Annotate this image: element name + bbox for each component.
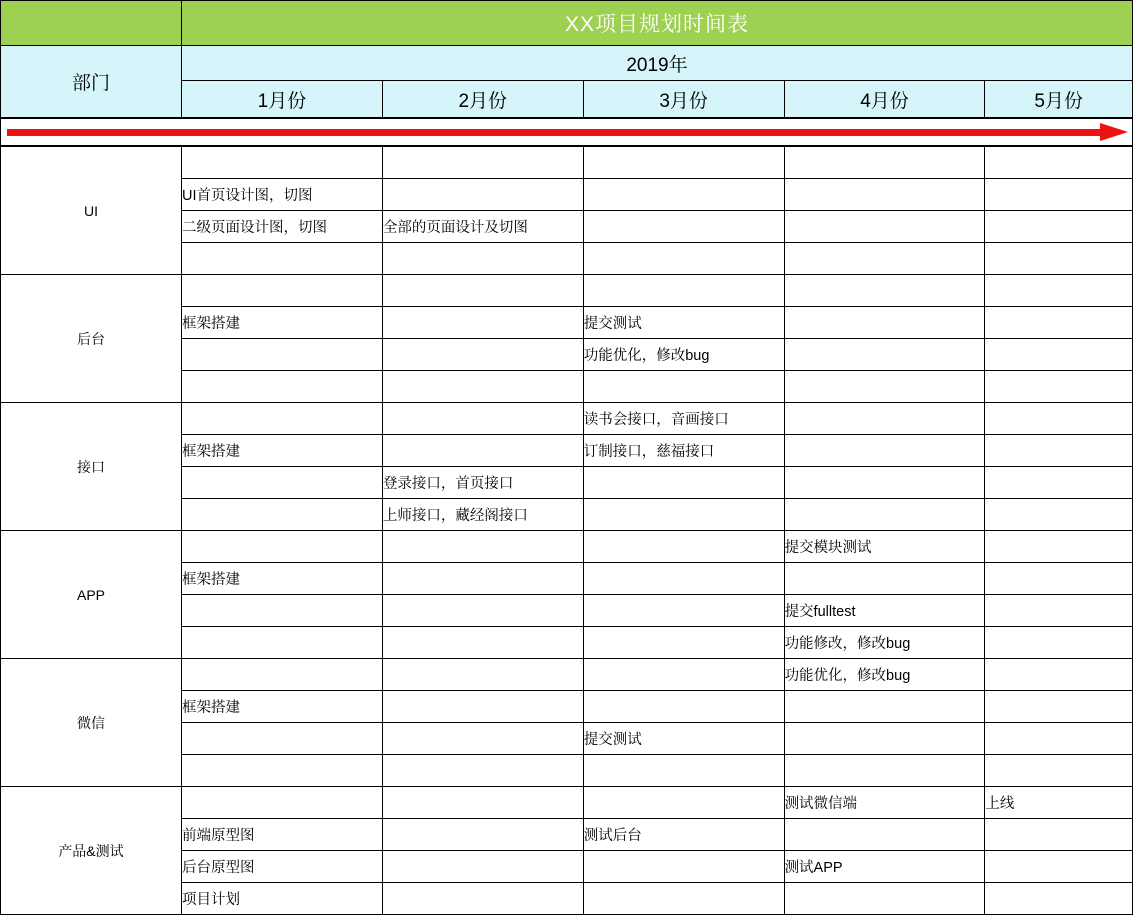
dept-cell-3: APP xyxy=(1,531,182,659)
task-cell[interactable]: 二级页面设计图，切图 xyxy=(181,211,382,243)
task-cell[interactable] xyxy=(784,275,985,307)
task-cell[interactable] xyxy=(985,499,1133,531)
title-spacer xyxy=(1,1,182,46)
arrow-head-icon xyxy=(1100,123,1128,141)
title-row xyxy=(1,1,1133,46)
task-cell[interactable] xyxy=(985,211,1133,243)
task-cell[interactable] xyxy=(181,755,382,787)
task-cell[interactable] xyxy=(583,467,784,499)
task-cell[interactable] xyxy=(382,563,583,595)
task-cell[interactable] xyxy=(784,723,985,755)
task-cell[interactable] xyxy=(382,371,583,403)
task-cell[interactable]: 测试后台 xyxy=(583,819,784,851)
task-cell[interactable] xyxy=(985,339,1133,371)
task-cell[interactable] xyxy=(382,531,583,563)
task-cell[interactable]: 全部的页面设计及切图 xyxy=(382,211,583,243)
task-cell[interactable]: 测试微信端 xyxy=(784,787,985,819)
task-cell[interactable]: 后台原型图 xyxy=(181,851,382,883)
task-cell[interactable]: 测试APP xyxy=(784,851,985,883)
task-cell[interactable] xyxy=(382,755,583,787)
task-cell[interactable] xyxy=(382,243,583,275)
task-cell[interactable]: 提交模块测试 xyxy=(784,531,985,563)
task-cell[interactable] xyxy=(583,883,784,915)
task-cell[interactable] xyxy=(382,403,583,435)
task-cell[interactable]: 登录接口，首页接口 xyxy=(382,467,583,499)
task-cell[interactable] xyxy=(382,851,583,883)
task-cell[interactable] xyxy=(382,723,583,755)
task-cell[interactable] xyxy=(985,403,1133,435)
task-cell[interactable] xyxy=(583,179,784,211)
task-cell[interactable] xyxy=(382,883,583,915)
task-cell[interactable] xyxy=(583,499,784,531)
task-cell[interactable] xyxy=(784,371,985,403)
table-row xyxy=(1,659,1133,691)
task-cell[interactable]: 读书会接口，音画接口 xyxy=(583,403,784,435)
task-cell[interactable]: UI首页设计图，切图 xyxy=(181,179,382,211)
task-cell[interactable] xyxy=(985,851,1133,883)
task-cell[interactable]: 上师接口，藏经阁接口 xyxy=(382,499,583,531)
task-cell[interactable] xyxy=(382,627,583,659)
task-cell[interactable] xyxy=(985,435,1133,467)
task-cell[interactable] xyxy=(784,403,985,435)
task-cell[interactable] xyxy=(583,659,784,691)
task-cell[interactable] xyxy=(181,243,382,275)
arrow-container xyxy=(1,119,1133,146)
task-cell[interactable]: 项目计划 xyxy=(181,883,382,915)
task-cell[interactable]: 订制接口，慈福接口 xyxy=(583,435,784,467)
task-cell[interactable]: 框架搭建 xyxy=(181,691,382,723)
task-cell[interactable] xyxy=(583,627,784,659)
task-cell[interactable]: 框架搭建 xyxy=(181,563,382,595)
table-row xyxy=(1,147,1133,179)
table-row xyxy=(1,531,1133,563)
task-cell[interactable] xyxy=(382,659,583,691)
task-cell[interactable] xyxy=(583,211,784,243)
task-cell[interactable] xyxy=(985,531,1133,563)
task-cell[interactable] xyxy=(181,339,382,371)
task-cell[interactable]: 提交测试 xyxy=(583,723,784,755)
task-cell[interactable] xyxy=(784,755,985,787)
task-cell[interactable] xyxy=(382,595,583,627)
task-cell[interactable] xyxy=(985,371,1133,403)
task-cell[interactable]: 功能优化，修改bug xyxy=(784,659,985,691)
task-cell[interactable] xyxy=(784,563,985,595)
schedule-body xyxy=(0,146,1133,915)
task-cell[interactable] xyxy=(382,275,583,307)
task-cell[interactable] xyxy=(181,723,382,755)
header-month-1: 1月份 xyxy=(181,81,382,118)
dept-cell-0: UI xyxy=(1,147,182,275)
page-title: XX项目规划时间表 xyxy=(181,1,1132,46)
task-cell[interactable] xyxy=(784,179,985,211)
header-department: 部门 xyxy=(1,46,182,118)
task-cell[interactable] xyxy=(583,691,784,723)
task-cell[interactable] xyxy=(985,147,1133,179)
task-cell[interactable] xyxy=(784,883,985,915)
task-cell[interactable] xyxy=(985,467,1133,499)
task-cell[interactable] xyxy=(784,211,985,243)
task-cell[interactable]: 上线 xyxy=(985,787,1133,819)
task-cell[interactable] xyxy=(985,275,1133,307)
task-cell[interactable] xyxy=(583,243,784,275)
task-cell[interactable] xyxy=(784,467,985,499)
task-cell[interactable] xyxy=(181,147,382,179)
task-cell[interactable] xyxy=(583,851,784,883)
task-cell[interactable]: 框架搭建 xyxy=(181,435,382,467)
task-cell[interactable] xyxy=(181,467,382,499)
task-cell[interactable] xyxy=(985,595,1133,627)
task-cell[interactable]: 前端原型图 xyxy=(181,819,382,851)
task-cell[interactable] xyxy=(181,787,382,819)
task-cell[interactable] xyxy=(382,147,583,179)
task-cell[interactable] xyxy=(784,147,985,179)
task-cell[interactable] xyxy=(181,595,382,627)
task-cell[interactable] xyxy=(181,531,382,563)
dept-cell-5: 产品&测试 xyxy=(1,787,182,915)
task-cell[interactable] xyxy=(583,563,784,595)
table-row xyxy=(1,403,1133,435)
task-cell[interactable]: 提交测试 xyxy=(583,307,784,339)
task-cell[interactable] xyxy=(784,435,985,467)
dept-cell-4: 微信 xyxy=(1,659,182,787)
task-cell[interactable] xyxy=(382,339,583,371)
task-cell[interactable] xyxy=(181,659,382,691)
task-cell[interactable] xyxy=(583,275,784,307)
task-cell[interactable] xyxy=(181,275,382,307)
task-cell[interactable] xyxy=(583,371,784,403)
header-month-4: 4月份 xyxy=(784,81,985,118)
timeline-arrow xyxy=(1,119,1132,145)
task-cell[interactable] xyxy=(382,819,583,851)
table-row xyxy=(1,787,1133,819)
task-cell[interactable] xyxy=(181,627,382,659)
task-cell[interactable] xyxy=(583,755,784,787)
task-cell[interactable] xyxy=(985,563,1133,595)
arrow-line-icon xyxy=(7,129,1102,136)
task-cell[interactable] xyxy=(181,403,382,435)
header-row-year xyxy=(1,46,1133,81)
task-cell[interactable]: 功能修改，修改bug xyxy=(784,627,985,659)
header-month-2: 2月份 xyxy=(382,81,583,118)
task-cell[interactable]: 功能优化，修改bug xyxy=(583,339,784,371)
task-cell[interactable] xyxy=(181,371,382,403)
schedule-table xyxy=(0,0,1133,118)
task-cell[interactable] xyxy=(784,339,985,371)
header-month-3: 3月份 xyxy=(583,81,784,118)
task-cell[interactable] xyxy=(382,307,583,339)
header-year: 2019年 xyxy=(181,46,1132,81)
header-month-5: 5月份 xyxy=(985,81,1133,118)
task-cell[interactable] xyxy=(985,627,1133,659)
dept-cell-2: 接口 xyxy=(1,403,182,531)
table-row xyxy=(1,275,1133,307)
dept-cell-1: 后台 xyxy=(1,275,182,403)
task-cell[interactable] xyxy=(985,755,1133,787)
task-cell[interactable] xyxy=(382,691,583,723)
task-cell[interactable] xyxy=(583,147,784,179)
task-cell[interactable] xyxy=(784,691,985,723)
task-cell[interactable] xyxy=(583,531,784,563)
task-cell[interactable] xyxy=(583,787,784,819)
task-cell[interactable] xyxy=(985,243,1133,275)
task-cell[interactable] xyxy=(784,499,985,531)
timeline-arrow-row xyxy=(0,118,1133,146)
task-cell[interactable] xyxy=(985,691,1133,723)
task-cell[interactable] xyxy=(985,179,1133,211)
task-cell[interactable] xyxy=(985,723,1133,755)
task-cell[interactable] xyxy=(985,659,1133,691)
task-cell[interactable] xyxy=(382,787,583,819)
task-cell[interactable] xyxy=(985,883,1133,915)
task-cell[interactable] xyxy=(583,595,784,627)
task-cell[interactable] xyxy=(784,243,985,275)
task-cell[interactable] xyxy=(784,819,985,851)
task-cell[interactable]: 提交fulltest xyxy=(784,595,985,627)
task-cell[interactable] xyxy=(985,307,1133,339)
task-cell[interactable] xyxy=(382,435,583,467)
task-cell[interactable] xyxy=(382,179,583,211)
task-cell[interactable] xyxy=(784,307,985,339)
task-cell[interactable] xyxy=(181,499,382,531)
task-cell[interactable]: 框架搭建 xyxy=(181,307,382,339)
task-cell[interactable] xyxy=(985,819,1133,851)
